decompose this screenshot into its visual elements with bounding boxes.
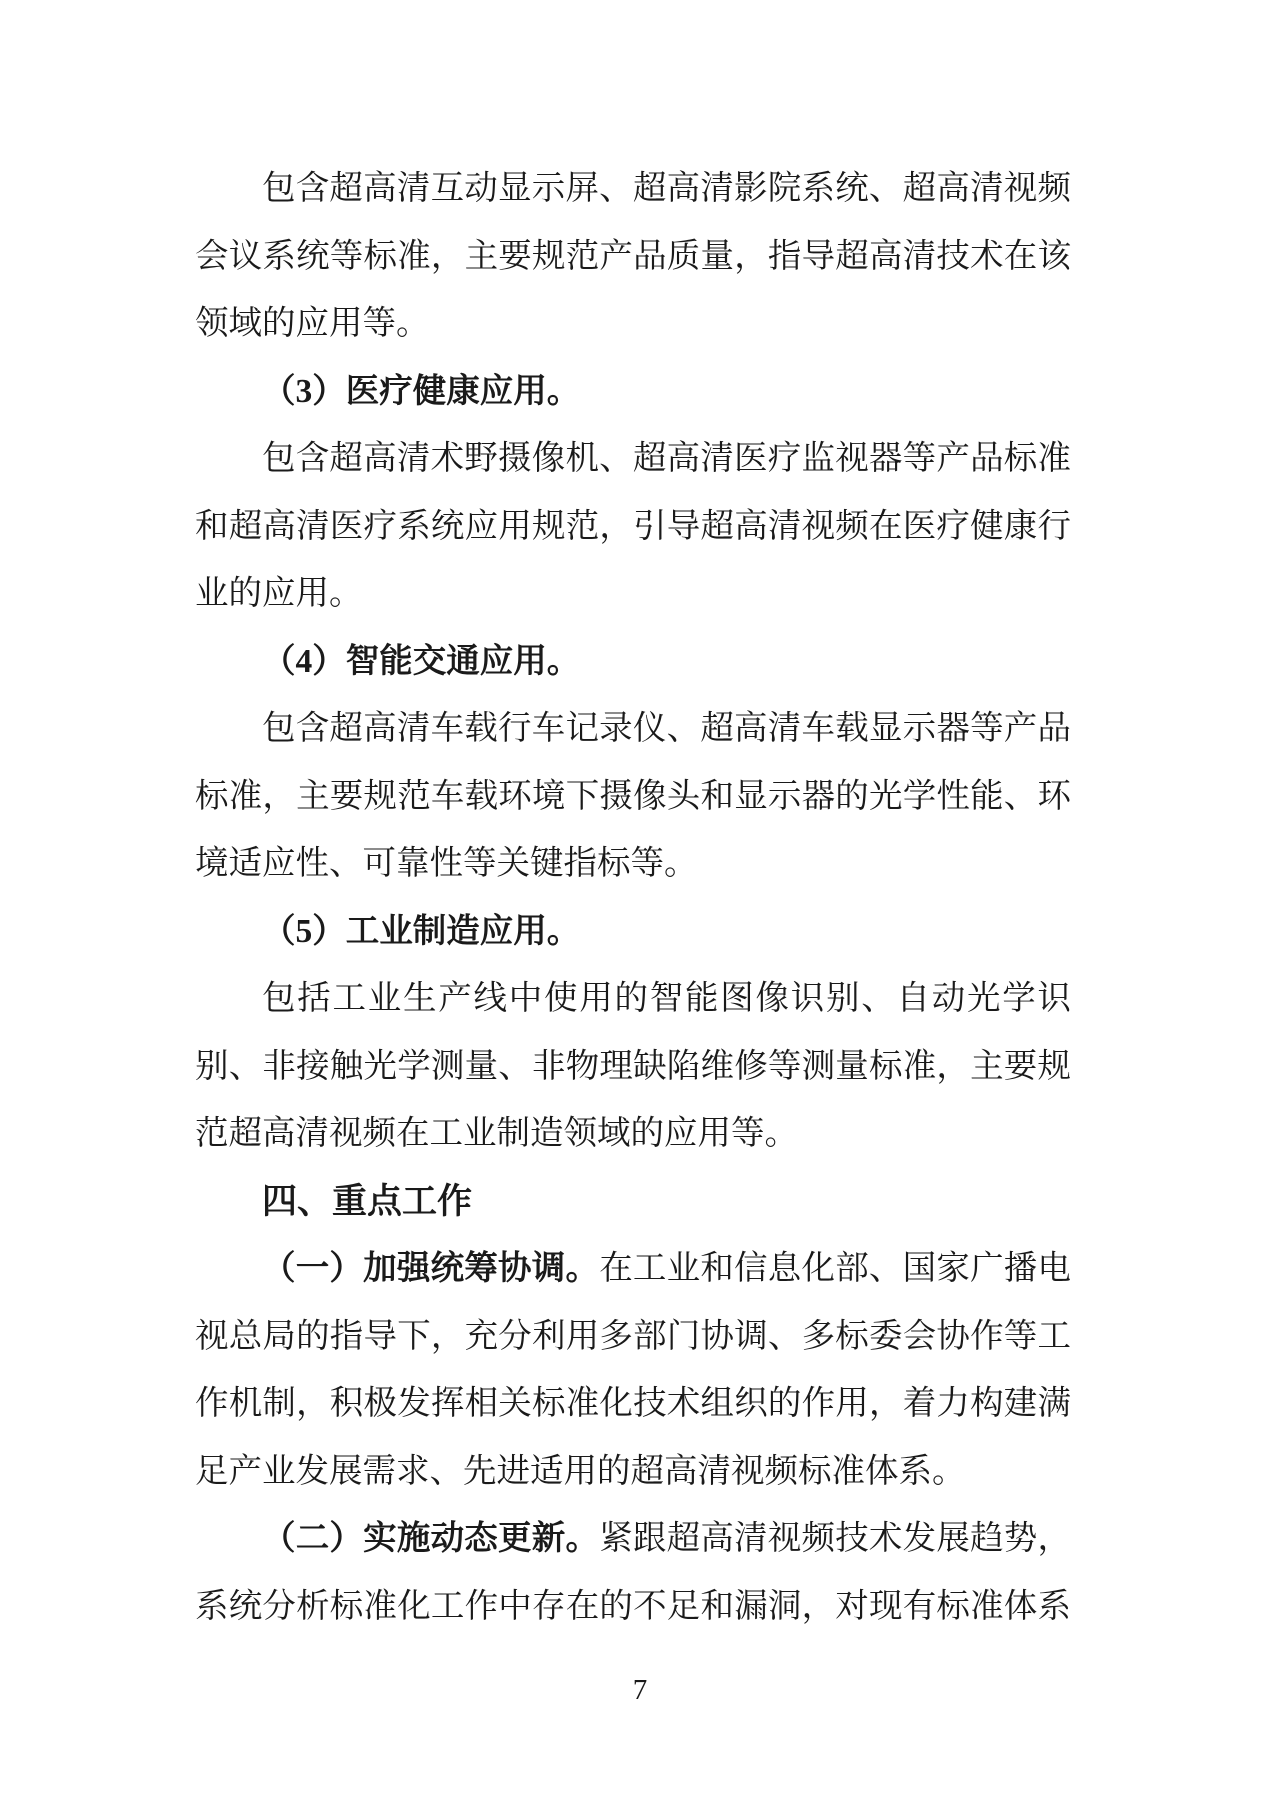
para-industrial-manufacturing: [195, 965, 1071, 1168]
text-line: [195, 425, 1071, 493]
para-intelligent-transport: [195, 695, 1071, 898]
text-run: 足产业发展需求、先进适用的超高清视频标准体系。: [195, 1452, 966, 1490]
text-run: 紧跟超高清视频技术发展趋势，: [599, 1520, 1072, 1557]
text-run: （二）实施动态更新。: [262, 1520, 600, 1557]
text-run: 包含超高清车载行车记录仪、超高清车载显示器等产品: [262, 710, 1071, 747]
text-run: 包含超高清互动显示屏、超高清影院系统、超高清视频: [262, 170, 1071, 207]
text-line: [195, 155, 1071, 223]
text-line: [195, 628, 1071, 696]
text-run: 领域的应用等。: [195, 305, 430, 342]
heading-3-medical-health: [195, 358, 1071, 426]
text-line: [195, 1505, 1071, 1573]
text-run: （3）医疗健康应用。: [262, 372, 581, 410]
text-run: 系统分析标准化工作中存在的不足和漏洞，对现有标准体系: [195, 1587, 1071, 1625]
text-line: [195, 358, 1071, 426]
text-line: [195, 695, 1071, 763]
text-run: 会议系统等标准，主要规范产品质量，指导超高清技术在该: [195, 237, 1071, 275]
text-run: （一）加强统筹协调。: [262, 1250, 600, 1287]
text-line: [195, 1370, 1071, 1438]
text-run: （5）工业制造应用。: [262, 912, 581, 950]
text-line: [195, 898, 1071, 966]
text-run: （4）智能交通应用。: [262, 642, 581, 680]
text-run: 和超高清医疗系统应用规范，引导超高清视频在医疗健康行: [195, 507, 1071, 545]
text-line: [195, 1438, 1071, 1506]
document-body: [195, 155, 1071, 1640]
text-run: 别、非接触光学测量、非物理缺陷维修等测量标准，主要规: [195, 1047, 1071, 1085]
text-run: 作机制，积极发挥相关标准化技术组织的作用，着力构建满: [195, 1385, 1071, 1422]
text-line: [195, 1033, 1071, 1101]
page-number: 7: [632, 1674, 648, 1706]
text-line: [195, 1100, 1071, 1168]
text-line: [195, 1235, 1071, 1303]
text-line: [195, 830, 1071, 898]
text-line: [195, 290, 1071, 358]
text-run: 包含超高清术野摄像机、超高清医疗监视器等产品标准: [262, 440, 1071, 477]
text-line: [195, 1168, 1071, 1236]
heading-4-intelligent-transport: [195, 628, 1071, 696]
para-strengthen-coordination: [195, 1235, 1071, 1505]
text-line: [195, 965, 1071, 1033]
para-dynamic-update: [195, 1505, 1071, 1640]
text-line: [195, 223, 1071, 291]
text-run: 范超高清视频在工业制造领域的应用等。: [195, 1115, 798, 1152]
heading-5-industrial-manufacturing: [195, 898, 1071, 966]
para-display-applications: [195, 155, 1071, 358]
text-run: 四、重点工作: [262, 1181, 473, 1221]
text-line: [195, 493, 1071, 561]
section-heading-key-work: [195, 1168, 1071, 1236]
text-run: 包括工业生产线中使用的智能图像识别、自动光学识: [262, 980, 1071, 1017]
text-run: 标准，主要规范车载环境下摄像头和显示器的光学性能、环: [195, 777, 1071, 815]
text-line: [195, 1303, 1071, 1371]
text-run: 境适应性、可靠性等关键指标等。: [195, 845, 698, 882]
text-run: 视总局的指导下，充分利用多部门协调、多标委会协作等工: [195, 1317, 1071, 1355]
text-run: 在工业和信息化部、国家广播电: [599, 1250, 1072, 1287]
para-medical-health: [195, 425, 1071, 628]
text-line: [195, 1573, 1071, 1641]
text-line: [195, 763, 1071, 831]
text-run: 业的应用。: [195, 575, 363, 612]
text-line: [195, 560, 1071, 628]
page-footer: [0, 1672, 1280, 1708]
